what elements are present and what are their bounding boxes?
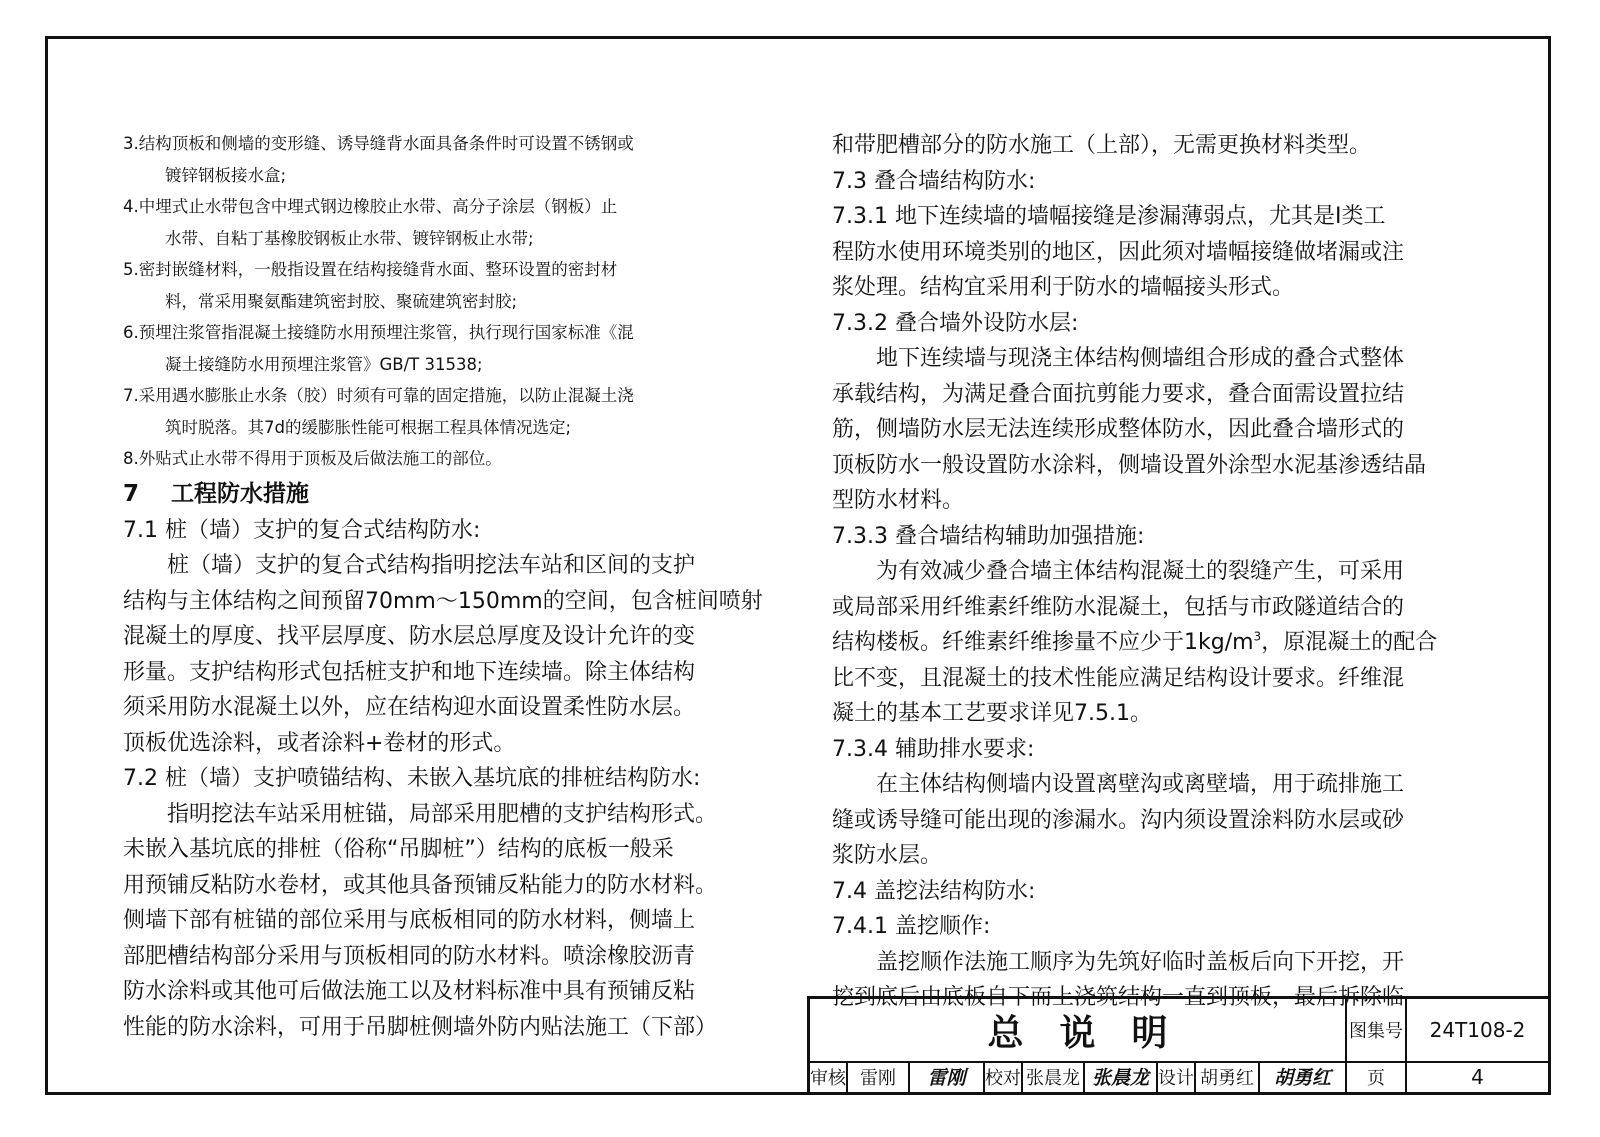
atlas-number: 24T108-2 xyxy=(1429,1018,1526,1042)
paragraph-line: 缝或诱导缝可能出现的渗漏水。沟内须设置涂料防水层或砂 xyxy=(832,807,1405,833)
note-8: 8.外贴式止水带不得用于顶板及后做法施工的部位。 xyxy=(123,449,502,468)
paragraph-line: 和带肥槽部分的防水施工（上部），无需更换材料类型。 xyxy=(832,133,1372,158)
section-7-1 xyxy=(123,513,778,762)
title-block-row-1 xyxy=(810,999,1548,1063)
note-4-cont: 水带、自粘丁基橡胶钢板止水带、镀锌钢板止水带; xyxy=(165,228,534,248)
paragraph-line: 结构与主体结构之间预留70mm～150mm的空间，包含桩间喷射 xyxy=(123,588,763,614)
note-3: 3.结构顶板和侧墙的变形缝、诱导缝背水面具备条件时可设置不锈钢或 xyxy=(123,134,634,153)
text-run: 结构楼板。纤维素纤维掺量不应少于1kg/m xyxy=(832,630,1254,655)
section-7-3-heading: 7.3 叠合墙结构防水: xyxy=(832,168,1036,194)
title-block-row-2 xyxy=(810,1061,1548,1092)
paragraph-line: 筋，侧墙防水层无法连续形成整体防水，因此叠合墙形式的 xyxy=(832,417,1405,442)
left-column xyxy=(123,128,778,1045)
note-3-cont: 镀锌钢板接水盒; xyxy=(165,165,287,185)
paragraph-line: 顶板防水一般设置防水涂料，侧墙设置外涂型水泥基渗透结晶 xyxy=(832,452,1427,478)
section-7-3-3-heading: 7.3.3 叠合墙结构辅助加强措施: xyxy=(832,523,1145,549)
paragraph-line: 顶板优选涂料，或者涂料+卷材的形式。 xyxy=(123,730,516,756)
section-7-2-heading: 7.2 桩（墙）支护喷锚结构、未嵌入基坑底的排桩结构防水: xyxy=(123,766,701,791)
title-block xyxy=(807,996,1548,1092)
paragraph-line: 用预铺反粘防水卷材，或其他具备预铺反粘能力的防水材料。 xyxy=(123,872,718,898)
paragraph-line: 部肥槽结构部分采用与顶板相同的防水材料。喷涂橡胶沥青 xyxy=(123,943,696,969)
note-5-cont: 料，常采用聚氨酯建筑密封胶、聚硫建筑密封胶; xyxy=(165,291,518,311)
paragraph-line: 形量。支护结构形式包括桩支护和地下连续墙。除主体结构 xyxy=(123,659,696,685)
paragraph-line: 防水涂料或其他可后做法施工以及材料标准中具有预铺反粘 xyxy=(123,979,696,1004)
page-number: 4 xyxy=(1471,1064,1484,1089)
atlas-number-label: 图集号 xyxy=(1347,999,1407,1061)
note-7: 7.采用遇水膨胀止水条（胶）时须有可靠的固定措施，以防止混凝土浇 xyxy=(123,386,634,405)
section-7-title: 工程防水措施 xyxy=(171,480,309,507)
paragraph-line: 桩（墙）支护的复合式结构指明挖法车站和区间的支护 xyxy=(167,553,696,578)
section-7-4-heading: 7.4 盖挖法结构防水: xyxy=(832,878,1036,904)
paragraph-line: 程防水使用环境类别的地区，因此须对墙幅接缝做堵漏或注 xyxy=(832,239,1405,265)
design-label: 设计 xyxy=(1158,1061,1196,1092)
paragraph-line: 或局部采用纤维素纤维防水混凝土，包括与市政隧道结合的 xyxy=(832,594,1405,620)
design-name: 胡勇红 xyxy=(1196,1061,1260,1092)
paragraph-line: 在主体结构侧墙内设置离壁沟或离壁墙，用于疏排施工 xyxy=(876,772,1405,797)
drawing-title: 总说明 xyxy=(810,999,1347,1061)
note-6-cont: 凝土接缝防水用预埋注浆管》GB/T 31538; xyxy=(165,354,483,374)
note-7-cont: 筑时脱落。其7d的缓膨胀性能可根据工程具体情况选定; xyxy=(165,417,572,437)
paragraph-line: 浆处理。结构宜采用利于防水的墙幅接头形式。 xyxy=(832,275,1295,300)
section-7-2 xyxy=(123,761,778,1045)
note-4: 4.中埋式止水带包含中埋式钢边橡胶止水带、高分子涂层（钢板）止 xyxy=(123,197,618,216)
review-label: 审核 xyxy=(810,1061,848,1092)
check-label: 校对 xyxy=(985,1061,1023,1092)
text-run: ，原混凝土的配合 xyxy=(1261,630,1438,655)
paragraph-line: 承载结构，为满足叠合面抗剪能力要求，叠合面需设置拉结 xyxy=(832,381,1405,407)
paragraph-line: 比不变，且混凝土的技术性能应满足结构设计要求。纤维混 xyxy=(832,665,1405,691)
section-7-4-1-heading: 7.4.1 盖挖顺作: xyxy=(832,914,991,939)
notes-list xyxy=(123,128,778,475)
paragraph-line: 凝土的基本工艺要求详见7.5.1。 xyxy=(832,701,1152,726)
paragraph-line: 地下连续墙与现浇主体结构侧墙组合形成的叠合式整体 xyxy=(876,346,1405,371)
section-7-3-4-heading: 7.3.4 辅助排水要求: xyxy=(832,736,1035,762)
paragraph-line: 混凝土的厚度、找平层厚度、防水层总厚度及设计允许的变 xyxy=(123,624,696,649)
section-7-3-1-heading: 7.3.1 地下连续墙的墙幅接缝是渗漏薄弱点，尤其是Ⅰ类工 xyxy=(832,204,1386,229)
paragraph-line: 侧墙下部有桩锚的部位采用与底板相同的防水材料，侧墙上 xyxy=(123,908,696,933)
design-signature: 胡勇红 xyxy=(1260,1061,1347,1092)
paragraph-line: 型防水材料。 xyxy=(832,488,965,513)
paragraph-line xyxy=(832,625,1472,661)
superscript: 3 xyxy=(1253,629,1262,644)
note-5: 5.密封嵌缝材料，一般指设置在结构接缝背水面、整环设置的密封材 xyxy=(123,260,618,279)
paragraph-line: 挖到底后由底板自下而上浇筑结构一直到顶板，最后拆除临 xyxy=(832,985,1405,1010)
paragraph-line: 未嵌入基坑底的排桩（俗称“吊脚桩”）结构的底板一般采 xyxy=(123,837,674,862)
section-7-number: 7 xyxy=(123,480,140,507)
page-label: 页 xyxy=(1347,1061,1407,1092)
right-column xyxy=(832,128,1472,1016)
section-7-1-heading: 7.1 桩（墙）支护的复合式结构防水: xyxy=(123,517,481,543)
review-signature: 雷刚 xyxy=(910,1061,985,1092)
check-name: 张晨龙 xyxy=(1023,1061,1085,1092)
paragraph-line: 为有效减少叠合墙主体结构混凝土的裂缝产生，可采用 xyxy=(876,559,1405,584)
section-7-3-2-heading: 7.3.2 叠合墙外设防水层: xyxy=(832,310,1079,336)
paragraph-line: 盖挖顺作法施工顺序为先筑好临时盖板后向下开挖，开 xyxy=(876,949,1405,975)
paragraph-line: 浆防水层。 xyxy=(832,843,943,868)
paragraph-line: 性能的防水涂料，可用于吊脚桩侧墙外防内贴法施工（下部） xyxy=(123,1014,718,1040)
section-7-heading xyxy=(123,475,778,513)
note-6: 6.预埋注浆管指混凝土接缝防水用预埋注浆管，执行现行国家标准《混 xyxy=(123,323,634,342)
review-name: 雷刚 xyxy=(848,1061,910,1092)
check-signature: 张晨龙 xyxy=(1085,1061,1158,1092)
paragraph-line: 须采用防水混凝土以外，应在结构迎水面设置柔性防水层。 xyxy=(123,695,696,720)
paragraph-line: 指明挖法车站采用桩锚，局部采用肥槽的支护结构形式。 xyxy=(167,801,718,827)
